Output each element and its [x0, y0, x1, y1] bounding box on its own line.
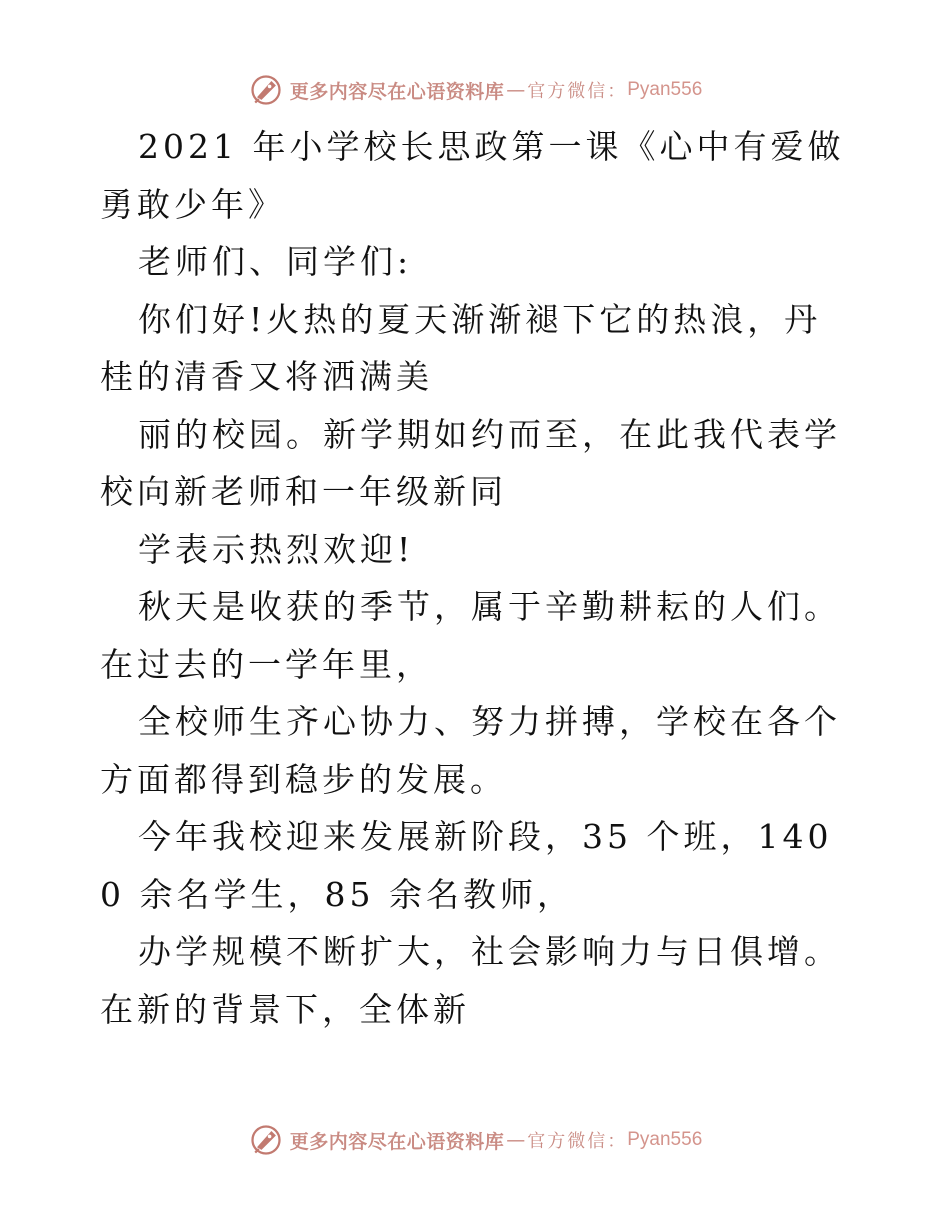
paragraph: 今年我校迎来发展新阶段，35 个班，1400 余名学生，85 余名教师， [100, 817, 833, 914]
paragraph: 办学规模不断扩大，社会影响力与日俱增。在新的背景下，全体新 [100, 932, 841, 1029]
watermark-official-label: 官方微信： [527, 81, 628, 102]
header-watermark [0, 70, 950, 110]
watermark-wechat-id: Pyan556 [627, 1129, 703, 1150]
paragraph-greeting: 老师们、同学们: [138, 242, 413, 281]
watermark-wechat-id: Pyan556 [627, 79, 703, 100]
document-body [100, 118, 852, 1038]
paragraph: 丽的校园。新学期如约而至，在此我代表学校向新老师和一年级新同 [100, 414, 841, 511]
watermark-brand: 更多内容尽在心语资料库 [289, 1130, 505, 1153]
footer-watermark [0, 1120, 950, 1160]
watermark-dash: — [506, 79, 526, 101]
paragraph: 你们好!火热的夏天渐渐褪下它的热浪，丹桂的清香又将洒满美 [100, 299, 822, 396]
watermark-dash: — [506, 1129, 526, 1151]
fountain-pen-logo-icon [248, 72, 284, 108]
watermark-brand: 更多内容尽在心语资料库 [289, 80, 505, 103]
paragraph: 全校师生齐心协力、努力拼搏，学校在各个方面都得到稳步的发展。 [100, 702, 841, 799]
fountain-pen-logo-icon [248, 1122, 284, 1158]
watermark-official-label: 官方微信： [527, 1131, 628, 1152]
paragraph: 学表示热烈欢迎! [138, 529, 415, 569]
paragraph: 秋天是收获的季节，属于辛勤耕耘的人们。在过去的一学年里， [100, 587, 841, 684]
document-title: 2021 年小学校长思政第一课《心中有爱做勇敢少年》 [100, 127, 845, 224]
